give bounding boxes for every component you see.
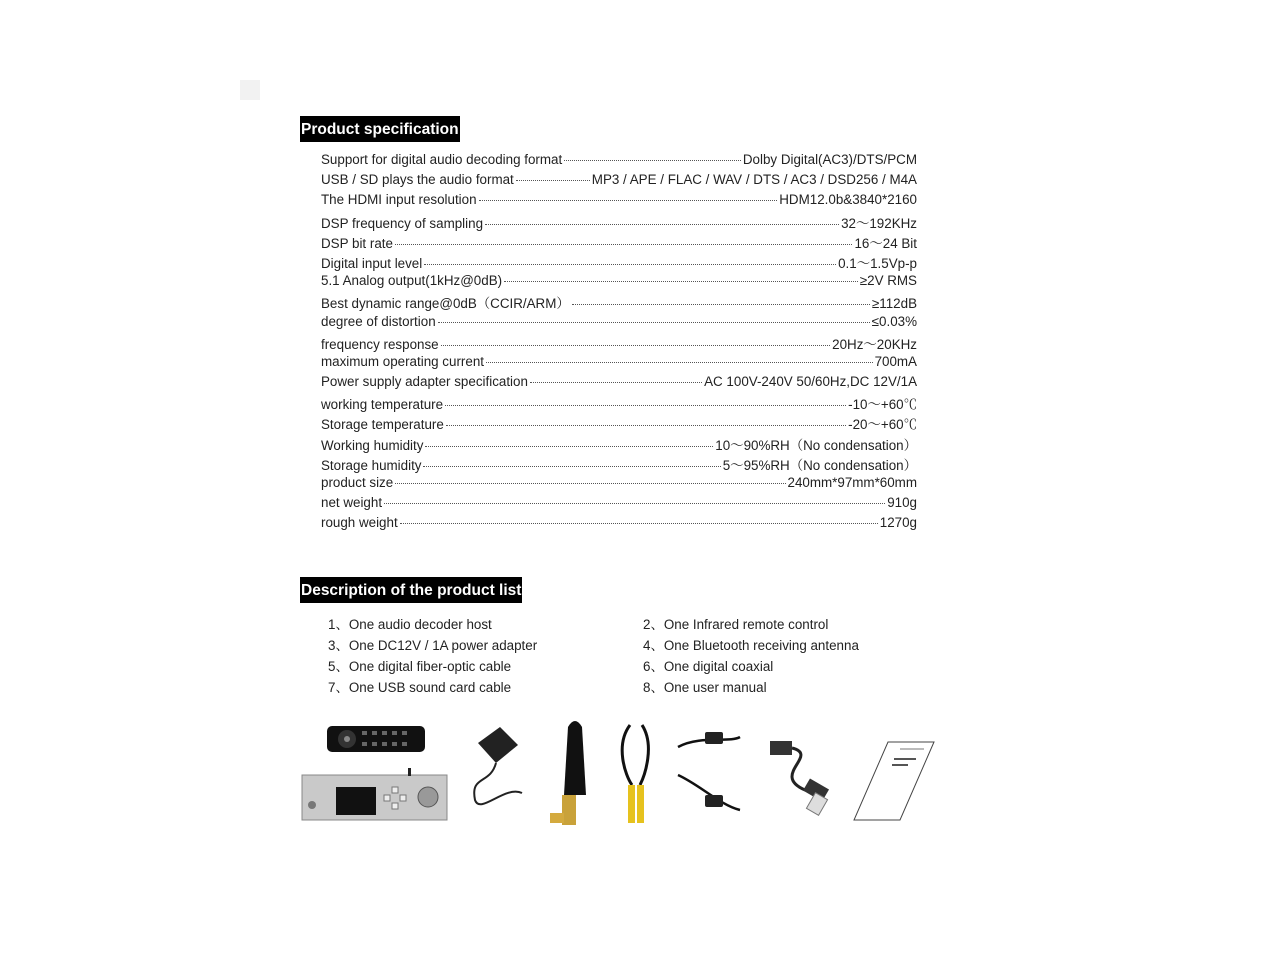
spec-label: rough weight <box>321 515 398 531</box>
spec-label: Storage temperature <box>321 417 444 433</box>
list-section-title: Description of the product list <box>300 577 522 603</box>
spec-value: 240mm*97mm*60mm <box>787 475 917 490</box>
dot-leader <box>423 466 720 467</box>
spec-label: USB / SD plays the audio format <box>321 172 514 188</box>
dot-leader <box>530 382 702 383</box>
dot-leader <box>400 523 878 524</box>
dot-leader <box>445 405 846 406</box>
spec-value: 10～90%RH（No condensation） <box>715 437 917 453</box>
dot-leader <box>486 362 873 363</box>
spec-row <box>321 273 917 293</box>
spec-label: Working humidity <box>321 437 424 453</box>
spec-value: 910g <box>887 495 917 511</box>
spec-row <box>321 435 917 455</box>
spec-label: DSP frequency of sampling <box>321 215 484 231</box>
optical-cable-image <box>678 732 740 810</box>
spec-value: MP3 / APE / FLAC / WAV / DTS / AC3 / DSD256 / M4A <box>591 172 917 188</box>
spec-value: -20～+60℃ <box>848 417 917 433</box>
spec-value: 700mA <box>874 353 917 369</box>
dot-leader <box>441 345 831 346</box>
spec-value: ≥112dB <box>871 296 917 312</box>
power-adapter-image <box>474 727 522 804</box>
spec-value: ≤0.03% <box>871 313 917 329</box>
coaxial-cable-image <box>622 725 648 823</box>
dot-leader <box>395 244 853 245</box>
spec-label: net weight <box>321 495 383 511</box>
spec-row <box>321 172 917 192</box>
dot-leader <box>424 264 836 265</box>
dot-leader <box>572 304 870 305</box>
package-list-item: 4、One Bluetooth receiving antenna <box>643 638 859 653</box>
package-list-item: 3、One DC12V / 1A power adapter <box>328 638 538 653</box>
spec-section-title: Product specification <box>300 116 460 142</box>
spec-row <box>321 354 917 374</box>
spec-value: 5～95%RH（No condensation） <box>722 457 917 473</box>
dot-leader <box>438 322 870 323</box>
spec-row <box>321 233 917 253</box>
spec-value: 0.1～1.5Vp-p <box>838 255 917 271</box>
dot-leader <box>504 281 858 282</box>
spec-label: The HDMI input resolution <box>321 192 477 208</box>
corner-mark <box>240 80 260 100</box>
spec-value: 32～192KHz <box>841 215 917 231</box>
usb-cable-image <box>770 741 829 815</box>
spec-label: maximum operating current <box>321 353 484 369</box>
package-list-item: 1、One audio decoder host <box>328 617 492 632</box>
spec-label: working temperature <box>321 397 444 413</box>
spec-row <box>321 495 917 515</box>
antenna-image <box>550 721 586 825</box>
spec-label: frequency response <box>321 336 439 352</box>
spec-row <box>321 414 917 434</box>
spec-label: Power supply adapter specification <box>321 374 528 390</box>
dot-leader <box>395 483 785 484</box>
dot-leader <box>485 224 839 225</box>
spec-label: Storage humidity <box>321 457 422 473</box>
user-manual-image <box>854 742 934 820</box>
spec-label: DSP bit rate <box>321 235 393 251</box>
decoder-host-image <box>302 768 447 820</box>
package-list-left <box>328 614 537 698</box>
dot-leader <box>384 503 885 504</box>
package-list-item: 5、One digital fiber-optic cable <box>328 659 512 674</box>
remote-control-image <box>327 726 425 752</box>
dot-leader <box>446 425 846 426</box>
dot-leader <box>516 180 590 181</box>
spec-row <box>321 253 917 273</box>
package-list-item: 7、One USB sound card cable <box>328 680 512 695</box>
spec-row <box>321 515 917 535</box>
spec-row <box>321 314 917 334</box>
spec-label: product size <box>321 475 394 490</box>
spec-row <box>321 192 917 212</box>
spec-row <box>321 152 917 172</box>
package-list-item: 6、One digital coaxial <box>643 659 774 674</box>
spec-value: 1270g <box>879 515 917 531</box>
spec-label: 5.1 Analog output(1kHz@0dB) <box>321 273 503 289</box>
spec-value: -10～+60℃ <box>848 397 917 413</box>
spec-row <box>321 455 917 475</box>
spec-row <box>321 334 917 354</box>
spec-row <box>321 475 917 495</box>
package-contents-photos <box>300 715 940 835</box>
spec-label: Best dynamic range@0dB（CCIR/ARM） <box>321 296 570 312</box>
spec-row <box>321 293 917 313</box>
spec-row <box>321 213 917 233</box>
dot-leader <box>479 200 778 201</box>
spec-value: ≥2V RMS <box>859 273 917 289</box>
package-list-right <box>643 614 859 698</box>
spec-value: 16～24 Bit <box>854 235 917 251</box>
spec-value: 20Hz～20KHz <box>832 336 917 352</box>
dot-leader <box>564 160 741 161</box>
spec-row <box>321 394 917 414</box>
package-list-item: 2、One Infrared remote control <box>643 617 829 632</box>
dot-leader <box>425 446 713 447</box>
spec-label: Digital input level <box>321 255 423 271</box>
package-list-item: 8、One user manual <box>643 680 767 695</box>
spec-label: degree of distortion <box>321 313 436 329</box>
spec-list <box>321 152 917 536</box>
spec-row <box>321 374 917 394</box>
spec-label: Support for digital audio decoding format <box>321 152 563 167</box>
spec-value: Dolby Digital(AC3)/DTS/PCM <box>742 152 917 167</box>
spec-value: AC 100V-240V 50/60Hz,DC 12V/1A <box>704 374 917 390</box>
spec-value: HDM12.0b&3840*2160 <box>779 192 917 208</box>
